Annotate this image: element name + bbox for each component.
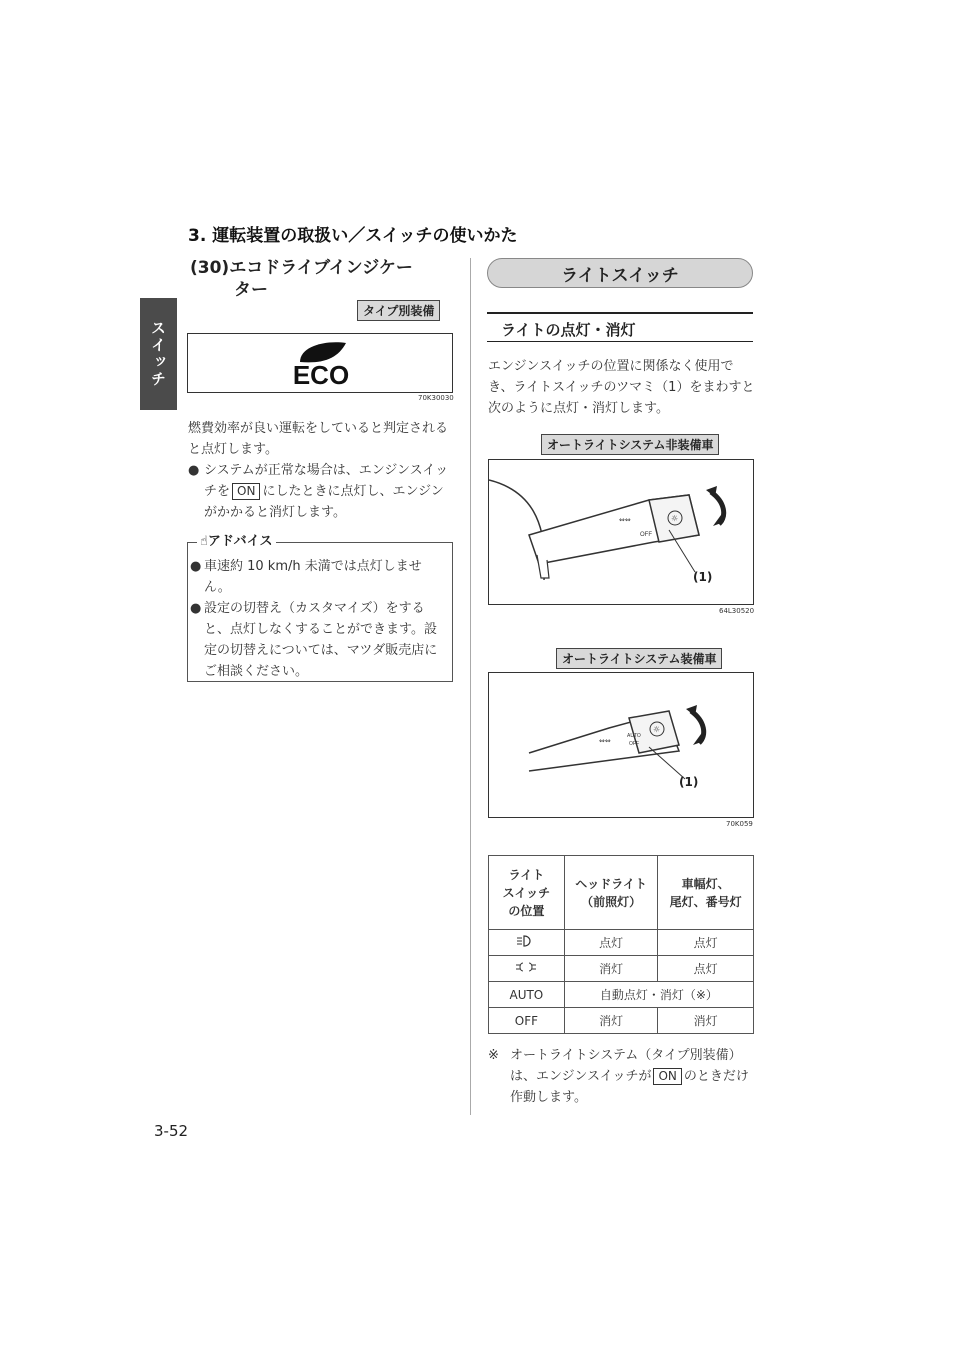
bullet-dot: ● — [188, 463, 200, 478]
bullet-dot: ● — [190, 601, 202, 616]
light-switch-lever-illustration — [489, 460, 753, 604]
table-row — [489, 1008, 754, 1034]
advice-heading — [197, 530, 276, 549]
svg-text:☼: ☼ — [653, 725, 661, 734]
svg-text:☼: ☼ — [671, 514, 679, 523]
fig1-off-marking: OFF — [640, 532, 652, 538]
sidelight-icon — [489, 956, 565, 982]
bullet-text-post: にしたときに点灯し、エンジンがかかると消灯します。 — [204, 484, 444, 520]
section-title — [190, 257, 452, 301]
sub-title: ライトの点灯・消灯 — [487, 312, 753, 342]
position-off: OFF — [489, 1008, 565, 1034]
advice-item — [190, 598, 448, 682]
fig1-callout: (1) — [693, 570, 713, 584]
headlight-icon — [489, 930, 565, 956]
advice-item-2: 設定の切替え（カスタマイズ）をすると、点灯しなくすることができます。設定の切替えについては、マツダ販売店にご相談ください。 — [204, 601, 438, 679]
table-row — [489, 982, 754, 1008]
sidelight-state: 点灯 — [658, 956, 754, 982]
bullet-dot: ● — [190, 559, 202, 574]
light-switch-figure-2 — [488, 672, 754, 818]
auto-light-switch-illustration — [489, 673, 753, 817]
header-position: ライト スイッチ の位置 — [489, 856, 565, 930]
svg-text:⇔⇔: ⇔⇔ — [619, 516, 631, 524]
fig1-tag: オートライトシステム非装備車 — [541, 434, 719, 455]
table-row — [489, 930, 754, 956]
chapter-tab-label: スイッチ — [149, 320, 167, 388]
intro-text: エンジンスイッチの位置に関係なく使用でき、ライトスイッチのツマミ（1）をまわすと次のように点灯・消灯します。 — [488, 359, 755, 416]
pointing-hand-icon: ☝ — [200, 534, 208, 549]
column-divider — [470, 258, 471, 1115]
page-heading: 3. 運転装置の取扱い／スイッチの使いかた — [188, 226, 518, 246]
eco-label: ECO — [292, 360, 350, 390]
eco-indicator-figure — [187, 333, 453, 393]
fig2-callout: (1) — [679, 775, 699, 789]
table-header-row — [489, 856, 754, 930]
note-text-pre: オートライトシステム（タイプ別装備）は、エンジンスイッチが — [510, 1048, 742, 1084]
advice-item — [190, 556, 448, 598]
section-title-line1: (30)エコドライブインジケー — [190, 258, 413, 278]
eco-bullet — [188, 460, 454, 523]
main-title: ライトスイッチ — [487, 258, 753, 288]
sidelight-state: 消灯 — [658, 1008, 754, 1034]
light-switch-figure-1 — [488, 459, 754, 605]
svg-text:⇔⇔: ⇔⇔ — [599, 737, 611, 745]
note-on-key-label: ON — [653, 1068, 681, 1085]
eco-description: 燃費効率が良い運転をしていると判定されると点灯します。 — [188, 421, 449, 457]
type-tag: タイプ別装備 — [357, 300, 440, 321]
chapter-tab — [140, 298, 177, 410]
headlight-state: 消灯 — [564, 956, 658, 982]
headlight-state: 点灯 — [564, 930, 658, 956]
bullet-text-pre: システムが正常な場合は、エンジンスイッチを — [204, 463, 449, 499]
note-mark: ※ — [488, 1048, 499, 1063]
page-number: 3-52 — [154, 1122, 189, 1140]
light-switch-table — [488, 855, 754, 1034]
position-auto: AUTO — [489, 982, 565, 1008]
footnote — [488, 1045, 756, 1108]
header-sidelight: 車幅灯、 尾灯、番号灯 — [658, 856, 754, 930]
on-key-label: ON — [232, 483, 260, 500]
advice-item-1: 車速約 10 km/h 未満では点灯しません。 — [204, 559, 422, 595]
section-title-line2: ター — [234, 280, 268, 300]
advice-title: アドバイス — [207, 534, 273, 549]
fig2-number: 70K059 — [726, 820, 753, 828]
sidelight-state: 点灯 — [658, 930, 754, 956]
header-headlight: ヘッドライト （前照灯） — [564, 856, 658, 930]
eco-figure-number: 70K30030 — [418, 394, 454, 402]
fig2-auto-marking: AUTO — [627, 733, 641, 739]
advice-list — [190, 556, 448, 682]
headlight-state: 消灯 — [564, 1008, 658, 1034]
fig1-number: 64L30520 — [719, 607, 755, 615]
table-row — [489, 956, 754, 982]
note-text-post: のときだけ作動します。 — [510, 1069, 749, 1105]
fig2-off-marking: OFF — [629, 741, 639, 747]
auto-state: 自動点灯・消灯（※） — [564, 982, 753, 1008]
fig2-tag: オートライトシステム装備車 — [556, 648, 722, 669]
